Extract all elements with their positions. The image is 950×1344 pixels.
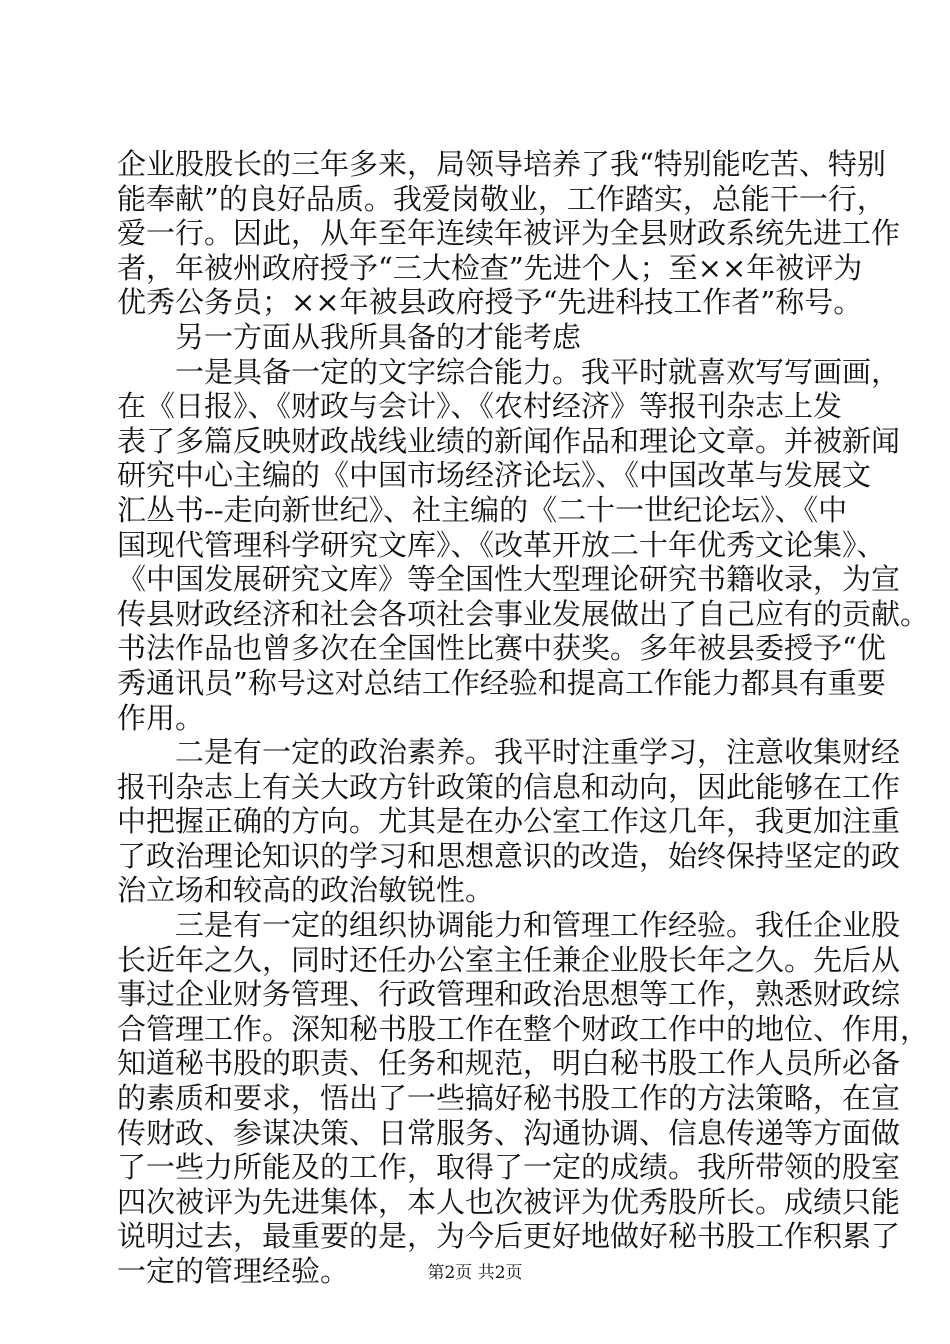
text-line: 国现代管理科学研究文库》、《改革开放二十年优秀文论集》、: [117, 527, 886, 562]
text-line: 能奉献”的良好品质。我爱岗敬业，工作踏实，总能干一行，: [117, 181, 886, 216]
document-body: [117, 147, 930, 1289]
page-number-footer: 第2页 共2页: [427, 1263, 523, 1283]
text-line: 事过企业财务管理、行政管理和政治思想等工作，熟悉财政综: [117, 977, 901, 1012]
text-line: 者，年被州政府授予“三大检查”先进个人；至××年被评为: [117, 250, 863, 285]
text-line: 中把握正确的方向。尤其是在办公室工作这几年，我更加注重: [117, 804, 901, 839]
text-line: 说明过去，最重要的是，为今后更好地做好秘书股工作积累了: [117, 1219, 901, 1254]
text-line: 知道秘书股的职责、任务和规范，明白秘书股工作人员所必备: [117, 1046, 901, 1081]
text-line: 秀通讯员”称号这对总结工作经验和提高工作能力都具有重要: [117, 665, 886, 700]
text-line: 《中国发展研究文库》等全国性大型理论研究书籍收录，为宣: [117, 562, 901, 597]
text-line: 一定的管理经验。: [117, 1254, 350, 1288]
text-line: 传财政、参谋决策、日常服务、沟通协调、信息传递等方面做: [117, 1115, 901, 1150]
section-heading: 另一方面从我所具备的才能考虑: [175, 319, 582, 354]
text-line: 了一些力所能及的工作，取得了一定的成绩。我所带领的股室: [117, 1150, 901, 1185]
text-line: 长近年之久，同时还任办公室主任兼企业股长年之久。先后从: [117, 942, 901, 977]
text-line: 企业股股长的三年多来，局领导培养了我“特别能吃苦、特别: [117, 147, 886, 181]
paragraph-start-line: 一是具备一定的文字综合能力。我平时就喜欢写写画画，: [175, 354, 901, 389]
text-line: 汇丛书--走向新世纪》、社主编的《二十一世纪论坛》、《中: [117, 492, 848, 527]
text-line: 报刊杂志上有关大政方针政策的信息和动向，因此能够在工作: [117, 769, 901, 804]
paragraph-start-line: 二是有一定的政治素养。我平时注重学习，注意收集财经: [175, 735, 901, 770]
text-line: 作用。: [117, 700, 205, 735]
text-line: 合管理工作。深知秘书股工作在整个财政工作中的地位、作用，: [117, 1011, 930, 1046]
text-line: 书法作品也曾多次在全国性比赛中获奖。多年被县委授予“优: [117, 631, 886, 666]
text-line: 表了多篇反映财政战线业绩的新闻作品和理论文章。并被新闻: [117, 423, 901, 458]
text-line: 优秀公务员；××年被县政府授予“先进科技工作者”称号。: [117, 285, 863, 320]
text-line: 传县财政经济和社会各项社会事业发展做出了自己应有的贡献。: [117, 596, 930, 631]
text-line: 了政治理论知识的学习和思想意识的改造，始终保持坚定的政: [117, 838, 901, 873]
text-line: 的素质和要求，悟出了一些搞好秘书股工作的方法策略，在宣: [117, 1081, 901, 1116]
text-line: 四次被评为先进集体，本人也次被评为优秀股所长。成绩只能: [117, 1184, 901, 1219]
text-line: 治立场和较高的政治敏锐性。: [117, 873, 495, 908]
paragraph-start-line: 三是有一定的组织协调能力和管理工作经验。我任企业股: [175, 908, 901, 943]
text-line: 研究中心主编的《中国市场经济论坛》、《中国改革与发展文: [117, 458, 872, 493]
text-line: 在《日报》、《财政与会计》、《农村经济》等报刊杂志上发: [117, 389, 843, 424]
text-line: 爱一行。因此，从年至年连续年被评为全县财政系统先进工作: [117, 216, 901, 251]
